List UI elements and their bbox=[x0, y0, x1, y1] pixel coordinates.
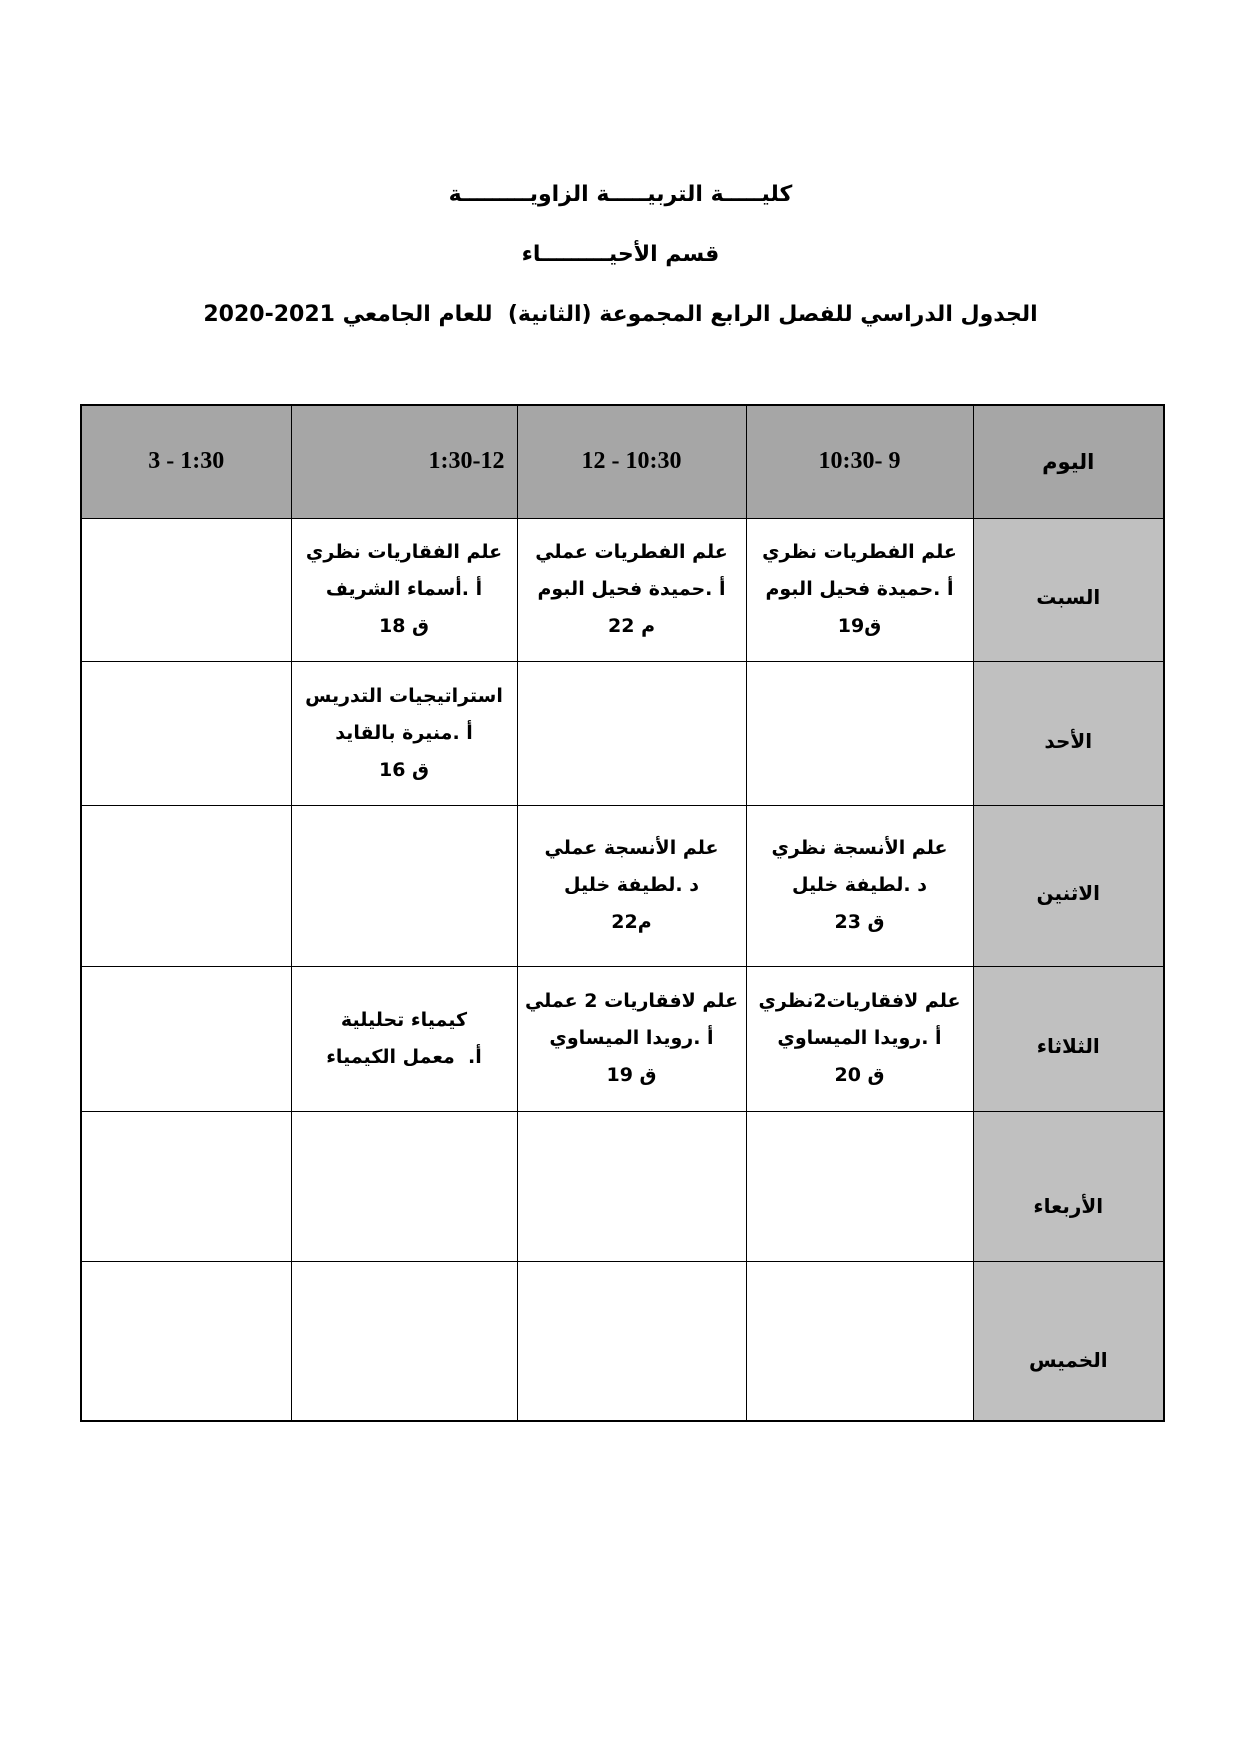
cell-tuesday-12-130 bbox=[291, 966, 517, 1111]
day-label-monday: الاثنين bbox=[973, 805, 1164, 966]
cell-saturday-12-130 bbox=[291, 518, 517, 661]
course-line: ق 16 bbox=[378, 758, 430, 781]
cell-sunday-9-1030 bbox=[746, 661, 973, 805]
cell-monday-12-130 bbox=[291, 805, 517, 966]
day-label-wednesday: الأربعاء bbox=[973, 1111, 1164, 1261]
course-line: ق 23 bbox=[834, 911, 885, 933]
course-line: أ .رويدا الميساوي bbox=[549, 1027, 714, 1049]
cell-sunday-1030-12 bbox=[517, 661, 746, 805]
cell-wednesday-130-3 bbox=[81, 1111, 291, 1261]
header-day: اليوم bbox=[973, 405, 1164, 518]
course-line: د .لطيفة خليل bbox=[564, 874, 699, 896]
cell-wednesday-12-130 bbox=[291, 1111, 517, 1261]
course-line: علم الفطريات نظري bbox=[762, 541, 957, 563]
college-title: كليـــــة التربيـــــة الزاويـــــــــة bbox=[448, 182, 793, 207]
cell-tuesday-1030-12 bbox=[517, 966, 746, 1111]
row-saturday bbox=[81, 518, 1164, 661]
day-label-sunday: الأحد bbox=[973, 661, 1164, 805]
cell-thursday-1030-12 bbox=[517, 1261, 746, 1421]
schedule-title: الجدول الدراسي للفصل الرابع المجموعة (الثانية) للعام الجامعي 2021-2020 bbox=[203, 302, 1038, 327]
course-line: أ .منيرة بالقايد bbox=[335, 721, 473, 744]
cell-tuesday-130-3 bbox=[81, 966, 291, 1111]
row-thursday bbox=[81, 1261, 1164, 1421]
cell-sunday-12-130 bbox=[291, 661, 517, 805]
course-line: أ .أسماء الشريف bbox=[325, 578, 483, 600]
course-line: ق 20 bbox=[834, 1064, 885, 1086]
header-slot-1030-12: 12 - 10:30 bbox=[517, 405, 746, 518]
day-label-thursday: الخميس bbox=[973, 1261, 1164, 1421]
course-line: كيمياء تحليلية bbox=[340, 1008, 468, 1031]
cell-saturday-1030-12 bbox=[517, 518, 746, 661]
header-row bbox=[81, 405, 1164, 518]
department-title: قسم الأحيـــــــــاء bbox=[521, 242, 720, 267]
course-line: ق 18 bbox=[378, 615, 430, 637]
header-slot-9-1030: 10:30- 9 bbox=[746, 405, 973, 518]
course-line: علم لافقاريات 2 عملي bbox=[524, 990, 739, 1012]
row-tuesday bbox=[81, 966, 1164, 1111]
course-line: علم الفطريات عملي bbox=[535, 541, 728, 563]
course-line: أ .حميدة فحيل البوم bbox=[537, 578, 726, 600]
course-line: د .لطيفة خليل bbox=[792, 874, 927, 896]
header-slot-130-3: 3 - 1:30 bbox=[81, 405, 291, 518]
cell-saturday-9-1030 bbox=[746, 518, 973, 661]
course-line: أ .رويدا الميساوي bbox=[777, 1027, 942, 1049]
cell-tuesday-9-1030 bbox=[746, 966, 973, 1111]
row-wednesday bbox=[81, 1111, 1164, 1261]
day-label-saturday: السبت bbox=[973, 518, 1164, 661]
course-line: أ. معمل الكيمياء bbox=[326, 1045, 482, 1068]
course-line: م 22 bbox=[608, 615, 655, 637]
cell-monday-130-3 bbox=[81, 805, 291, 966]
course-line: علم لافقاريات2نظري bbox=[758, 990, 961, 1012]
cell-monday-1030-12 bbox=[517, 805, 746, 966]
course-line: استراتيجيات التدريس bbox=[305, 684, 503, 707]
course-line: أ .حميدة فحيل البوم bbox=[765, 578, 954, 600]
cell-sunday-130-3 bbox=[81, 661, 291, 805]
course-line: ق19 bbox=[837, 615, 882, 637]
cell-thursday-130-3 bbox=[81, 1261, 291, 1421]
cell-thursday-9-1030 bbox=[746, 1261, 973, 1421]
day-label-tuesday: الثلاثاء bbox=[973, 966, 1164, 1111]
course-line: علم الفقاريات نظري bbox=[305, 541, 503, 563]
row-sunday bbox=[81, 661, 1164, 805]
cell-saturday-130-3 bbox=[81, 518, 291, 661]
schedule-table bbox=[80, 404, 1165, 1422]
cell-monday-9-1030 bbox=[746, 805, 973, 966]
cell-wednesday-9-1030 bbox=[746, 1111, 973, 1261]
cell-thursday-12-130 bbox=[291, 1261, 517, 1421]
course-line: علم الأنسجة نظري bbox=[771, 837, 948, 859]
header-slot-12-130: 1:30-12 bbox=[291, 405, 517, 518]
row-monday bbox=[81, 805, 1164, 966]
course-line: ق 19 bbox=[606, 1064, 657, 1086]
cell-wednesday-1030-12 bbox=[517, 1111, 746, 1261]
course-line: م22 bbox=[611, 911, 652, 933]
course-line: علم الأنسجة عملي bbox=[544, 837, 719, 859]
